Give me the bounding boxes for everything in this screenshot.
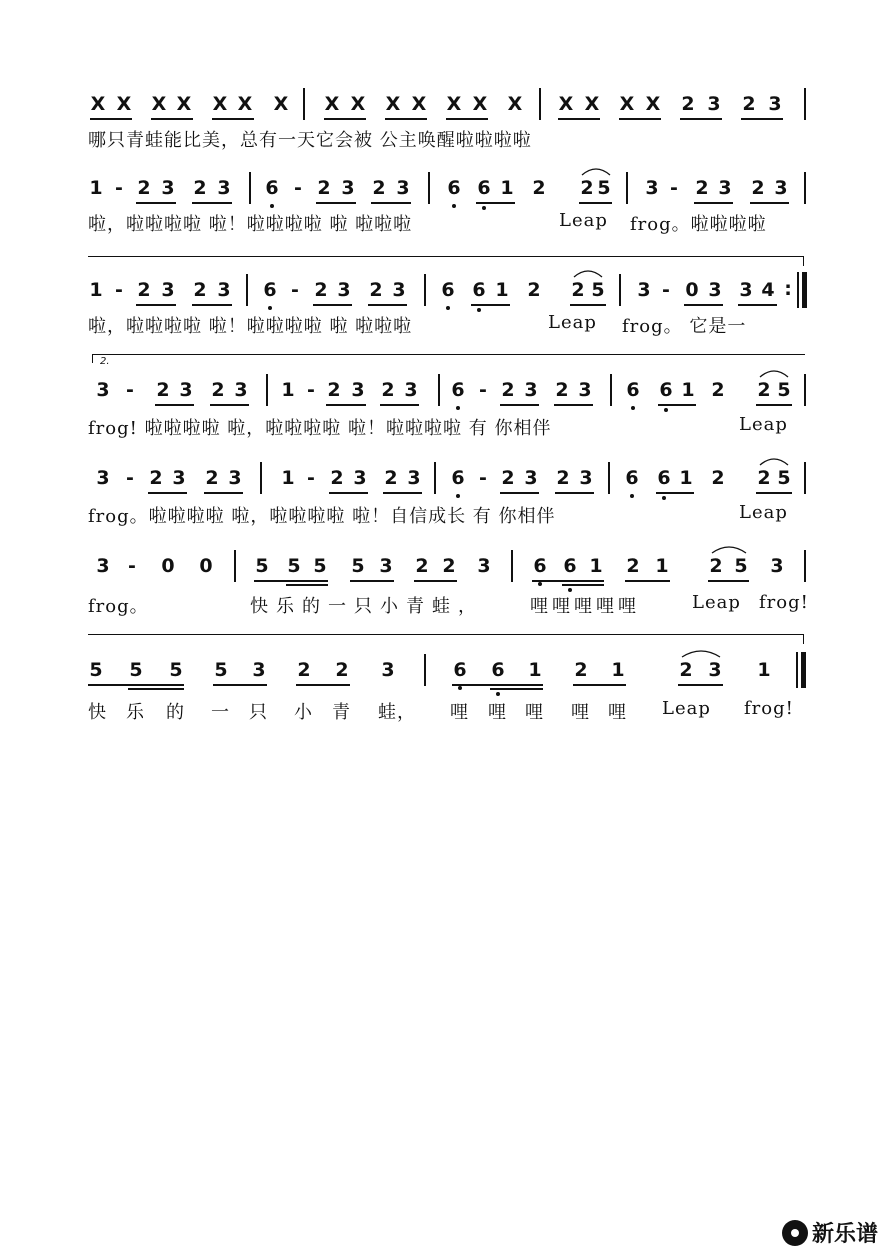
note: 2: [442, 555, 456, 577]
note: 3: [161, 177, 175, 199]
lyric-text: 啦，啦啦啦啦 啦！啦啦啦啦 啦 啦啦啦: [88, 316, 413, 337]
note: 5: [287, 555, 301, 577]
note: 3: [774, 177, 788, 199]
note: 3: [252, 659, 266, 681]
volta-bracket-2: [92, 354, 805, 363]
note: -: [479, 379, 487, 401]
notation-row-6: [88, 554, 808, 582]
note: X: [619, 93, 635, 115]
note: 1: [495, 279, 509, 301]
lyric-text: 哪只青蛙能比美，总有一天它会被 公主唤醒啦啦啦啦: [88, 130, 532, 151]
notation-row-4: [88, 378, 808, 406]
note: 2: [556, 467, 570, 489]
note: 2: [742, 93, 756, 115]
note: -: [479, 467, 487, 489]
note: 6: [477, 177, 491, 199]
lyric-text: 快: [88, 702, 107, 723]
note: 2: [580, 177, 594, 199]
repeat-sign: :: [784, 278, 792, 300]
barline: [804, 462, 806, 494]
note: 6: [659, 379, 673, 401]
note: 3: [379, 555, 393, 577]
lyric-text: frog!: [744, 698, 794, 719]
lyric-text: Leap: [692, 592, 741, 613]
note: 2: [711, 467, 725, 489]
note: 5: [129, 659, 143, 681]
notation-row-2: [88, 176, 808, 204]
note: 2: [501, 379, 515, 401]
lyric-text: 哩: [571, 702, 590, 723]
note: 3: [172, 467, 186, 489]
note: 2: [314, 279, 328, 301]
note: -: [291, 279, 299, 301]
note: 3: [645, 177, 659, 199]
note: -: [307, 467, 315, 489]
note: 3: [217, 177, 231, 199]
note: 1: [611, 659, 625, 681]
barline: [804, 88, 806, 120]
note: 2: [711, 379, 725, 401]
lyric-text: Leap: [548, 312, 597, 333]
note: 5: [255, 555, 269, 577]
barline: [428, 172, 430, 204]
lyric-text: 快乐的一只小青蛙，: [250, 596, 484, 617]
barline: [438, 374, 440, 406]
lyric-text: Leap: [662, 698, 711, 719]
note: 2: [149, 467, 163, 489]
notation-row-5: [88, 466, 808, 494]
note: 2: [695, 177, 709, 199]
note: X: [116, 93, 132, 115]
note: X: [90, 93, 106, 115]
note: -: [307, 379, 315, 401]
note: 2: [205, 467, 219, 489]
note: -: [294, 177, 302, 199]
vinyl-disc-icon: [782, 1220, 808, 1246]
note: 5: [597, 177, 611, 199]
note: -: [115, 279, 123, 301]
lyric-text: 一: [211, 702, 230, 723]
note: 2: [709, 555, 723, 577]
note: 2: [137, 279, 151, 301]
note: X: [446, 93, 462, 115]
note: 2: [527, 279, 541, 301]
lyric-text: 蛙，: [378, 702, 416, 723]
note: 3: [353, 467, 367, 489]
lyric-text: frog!: [759, 592, 809, 613]
barline: [610, 374, 612, 406]
note: 3: [579, 467, 593, 489]
note: 0: [685, 279, 699, 301]
note: 2: [626, 555, 640, 577]
note: 1: [528, 659, 542, 681]
note: 2: [415, 555, 429, 577]
barline: [804, 550, 806, 582]
note: 3: [477, 555, 491, 577]
lyric-text: 哩: [608, 702, 627, 723]
note: 2: [137, 177, 151, 199]
lyric-text: 啦，啦啦啦啦 啦！啦啦啦啦 啦 啦啦啦: [88, 214, 413, 235]
note: 1: [655, 555, 669, 577]
note: 2: [372, 177, 386, 199]
lyric-text: 哩: [488, 702, 507, 723]
note: X: [350, 93, 366, 115]
note: 2: [751, 177, 765, 199]
lyric-text: 哩: [525, 702, 544, 723]
lyrics-row-1: [88, 126, 808, 152]
note: 4: [761, 279, 775, 301]
note: X: [324, 93, 340, 115]
note: 3: [381, 659, 395, 681]
note: 3: [96, 555, 110, 577]
note: 3: [337, 279, 351, 301]
tie-slur: [710, 542, 748, 554]
note: 6: [447, 177, 461, 199]
note: 6: [533, 555, 547, 577]
note: 2: [757, 467, 771, 489]
note: 1: [681, 379, 695, 401]
note: 2: [369, 279, 383, 301]
logo-text: 新乐谱: [811, 1222, 878, 1247]
lyric-text: 只: [249, 702, 268, 723]
note: X: [237, 93, 253, 115]
lyric-text: frog! 啦啦啦啦 啦，啦啦啦啦 啦！啦啦啦啦 有 你相伴: [88, 418, 552, 439]
note: 3: [718, 177, 732, 199]
note: 3: [161, 279, 175, 301]
note: 6: [563, 555, 577, 577]
notation-row-7: [88, 658, 808, 686]
barline: [303, 88, 305, 120]
barline: [266, 374, 268, 406]
lyric-text: Leap: [739, 502, 788, 523]
notation-row-3: [88, 278, 808, 306]
note: 3: [708, 659, 722, 681]
note: 6: [263, 279, 277, 301]
note: 6: [441, 279, 455, 301]
note: 2: [297, 659, 311, 681]
note: 6: [472, 279, 486, 301]
note: 6: [625, 467, 639, 489]
lyrics-row-6: [88, 592, 808, 618]
note: X: [584, 93, 600, 115]
note: 3: [524, 467, 538, 489]
lyric-text: 哩: [450, 702, 469, 723]
lyric-text: 乐: [126, 702, 145, 723]
note: 3: [578, 379, 592, 401]
barline: [608, 462, 610, 494]
note: 2: [317, 177, 331, 199]
note: 1: [281, 467, 295, 489]
note: X: [273, 93, 289, 115]
lyric-text: 哩哩哩哩哩: [530, 596, 640, 617]
note: 5: [777, 379, 791, 401]
note: 5: [89, 659, 103, 681]
note: 3: [217, 279, 231, 301]
lyric-text: 小: [294, 702, 313, 723]
barline: [260, 462, 262, 494]
barline: [619, 274, 621, 306]
lyric-text: frog。 它是一: [622, 316, 747, 337]
note: 3: [708, 279, 722, 301]
note: 5: [169, 659, 183, 681]
note: X: [507, 93, 523, 115]
lyric-text: frog。: [88, 596, 149, 617]
note: 1: [281, 379, 295, 401]
note: 3: [739, 279, 753, 301]
lyrics-row-2: [88, 210, 808, 236]
note: 2: [193, 177, 207, 199]
note: -: [670, 177, 678, 199]
barline: [626, 172, 628, 204]
tie-slur: [572, 266, 604, 278]
lyric-text: 青: [332, 702, 351, 723]
tie-slur: [758, 454, 790, 466]
note: 2: [571, 279, 585, 301]
note: X: [645, 93, 661, 115]
note: 6: [451, 379, 465, 401]
lyric-text: Leap: [559, 210, 608, 231]
note: 2: [555, 379, 569, 401]
lyrics-row-5: [88, 502, 808, 528]
note: 2: [327, 379, 341, 401]
note: 2: [501, 467, 515, 489]
note: 5: [734, 555, 748, 577]
note: 3: [179, 379, 193, 401]
note: 2: [532, 177, 546, 199]
note: 2: [681, 93, 695, 115]
note: X: [411, 93, 427, 115]
note: 2: [211, 379, 225, 401]
note: 3: [392, 279, 406, 301]
note: 2: [381, 379, 395, 401]
barline: [434, 462, 436, 494]
note: 3: [637, 279, 651, 301]
volta-bracket-1: [88, 256, 804, 257]
tie-slur: [680, 646, 722, 658]
note: -: [128, 555, 136, 577]
barline: [249, 172, 251, 204]
barline: [804, 172, 806, 204]
note: 5: [591, 279, 605, 301]
note: 5: [214, 659, 228, 681]
note: 5: [313, 555, 327, 577]
note: 2: [679, 659, 693, 681]
note: 3: [396, 177, 410, 199]
barline: [511, 550, 513, 582]
note: 3: [770, 555, 784, 577]
lyric-text: frog。啦啦啦啦 啦，啦啦啦啦 啦！自信成长 有 你相伴: [88, 506, 556, 527]
note: -: [126, 467, 134, 489]
lyrics-row-4: [88, 414, 808, 440]
note: X: [212, 93, 228, 115]
note: 1: [589, 555, 603, 577]
note: 6: [453, 659, 467, 681]
barline: [804, 374, 806, 406]
barline: [246, 274, 248, 306]
lyrics-row-7: [88, 698, 808, 724]
note: 2: [330, 467, 344, 489]
note: X: [558, 93, 574, 115]
note: -: [126, 379, 134, 401]
note: 2: [757, 379, 771, 401]
note: X: [472, 93, 488, 115]
volta-number: 2.: [100, 356, 110, 367]
note: 3: [96, 467, 110, 489]
note: 1: [89, 279, 103, 301]
note: -: [662, 279, 670, 301]
note: 1: [500, 177, 514, 199]
note: 3: [768, 93, 782, 115]
note: 3: [234, 379, 248, 401]
note: 6: [491, 659, 505, 681]
barline: [539, 88, 541, 120]
barline: [424, 654, 426, 686]
note: 6: [626, 379, 640, 401]
note: 3: [351, 379, 365, 401]
note: 0: [161, 555, 175, 577]
note: 3: [341, 177, 355, 199]
note: 6: [265, 177, 279, 199]
note: X: [385, 93, 401, 115]
lyrics-row-3: [88, 312, 808, 338]
note: 2: [335, 659, 349, 681]
note: X: [176, 93, 192, 115]
note: 6: [657, 467, 671, 489]
note: 1: [89, 177, 103, 199]
note: 2: [574, 659, 588, 681]
note: 1: [757, 659, 771, 681]
note: 3: [404, 379, 418, 401]
note: 0: [199, 555, 213, 577]
note: 5: [777, 467, 791, 489]
tie-slur: [580, 164, 612, 176]
lyric-text: 的: [166, 702, 185, 723]
note: 2: [156, 379, 170, 401]
note: 3: [228, 467, 242, 489]
notation-row-1: [88, 92, 808, 120]
tie-slur: [758, 366, 790, 378]
section-divider: [88, 634, 804, 635]
note: 2: [384, 467, 398, 489]
barline: [234, 550, 236, 582]
note: -: [115, 177, 123, 199]
note: 6: [451, 467, 465, 489]
note: 3: [407, 467, 421, 489]
barline: [424, 274, 426, 306]
note: 2: [193, 279, 207, 301]
lyric-text: frog。啦啦啦啦: [630, 214, 767, 235]
note: 3: [707, 93, 721, 115]
note: 3: [524, 379, 538, 401]
note: 3: [96, 379, 110, 401]
note: 5: [351, 555, 365, 577]
site-logo: [782, 1217, 878, 1248]
note: X: [151, 93, 167, 115]
lyric-text: Leap: [739, 414, 788, 435]
note: 1: [679, 467, 693, 489]
